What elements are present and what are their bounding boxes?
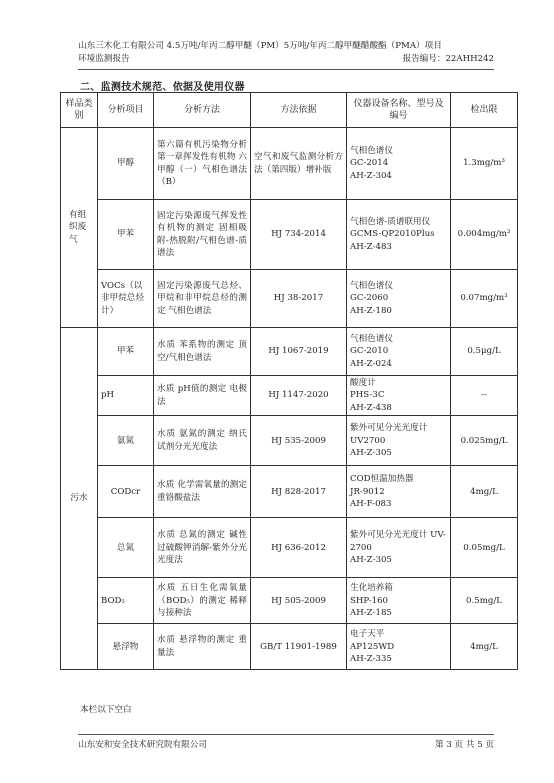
analysis-method: 水质 五日生化需氧量（BOD₅）的测定 稀释与接种法: [154, 578, 251, 624]
company-name: 山东安和安全技术研究院有限公司: [78, 740, 207, 750]
instrument: 生化培养箱 SHP-160 AH-Z-185: [347, 578, 451, 624]
table-row: [61, 624, 518, 670]
method-basis: GB/T 11901-1989: [251, 624, 347, 670]
table-row: [61, 578, 518, 624]
analysis-item: 甲苯: [98, 328, 154, 376]
detection-limit: 0.5mg/L: [451, 578, 518, 624]
method-basis: HJ 636-2012: [251, 518, 347, 578]
instrument: 气相色谱-质谱联用仪 GCMS-QP2010Plus AH-Z-483: [347, 200, 451, 270]
instrument: 紫外可见分光光度计 UV-2700 AH-Z-305: [347, 518, 451, 578]
analysis-method: 水质 化学需氧量的测定 重铬酸盐法: [154, 466, 251, 518]
analysis-method: 第六篇有机污染物分析第一章挥发性有机物 六甲醇（一）气相色谱法（B）: [154, 128, 251, 200]
instrument: 紫外可见分光光度计 UV2700 AH-Z-305: [347, 416, 451, 466]
table-row: [61, 328, 518, 376]
page-footer: [78, 738, 494, 750]
detection-limit: --: [451, 376, 518, 416]
table-row: [61, 376, 518, 416]
instrument: COD恒温加热器 JR-9012 AH-F-083: [347, 466, 451, 518]
analysis-method: 水质 悬浮物的测定 重量法: [154, 624, 251, 670]
analysis-method: 水质 pH值的测定 电极法: [154, 376, 251, 416]
detection-limit: 0.07mg/m³: [451, 270, 518, 328]
analysis-item: VOCs（以非甲烷总烃计）: [98, 270, 154, 328]
instrument: 气相色谱仪 GC-2010 AH-Z-024: [347, 328, 451, 376]
instrument: 酸度计 PHS-3C AH-Z-438: [347, 376, 451, 416]
method-basis: HJ 828-2017: [251, 466, 347, 518]
header-cell: 仪器设备名称、型号及编号: [347, 93, 451, 128]
method-basis: 空气和废气监测分析方法（第四版）增补版: [251, 128, 347, 200]
header-divider: [78, 69, 494, 70]
detection-limit: 4mg/L: [451, 466, 518, 518]
table-header-row: [61, 93, 518, 128]
section-title: 二、监测技术规范、依据及使用仪器: [80, 82, 245, 93]
analysis-method: 水质 氨氮的测定 纳氏试剂分光光度法: [154, 416, 251, 466]
table-row: [61, 466, 518, 518]
analysis-method: 水质 总氮的测定 碱性过硫酸钾消解-紫外分光光度法: [154, 518, 251, 578]
table-row: [61, 518, 518, 578]
sample-category: 有组织废气: [69, 209, 87, 245]
sample-category-cell: [61, 128, 98, 328]
analysis-item: 甲醇: [98, 128, 154, 200]
report-subtitle: 环境监测报告: [78, 54, 130, 64]
page-header: [78, 40, 494, 66]
table-row: [61, 416, 518, 466]
instrument: 电子天平 AP125WD AH-Z-335: [347, 624, 451, 670]
method-basis: HJ 1147-2020: [251, 376, 347, 416]
detection-limit: 1.3mg/m³: [451, 128, 518, 200]
method-basis: HJ 734-2014: [251, 200, 347, 270]
analysis-method: 水质 苯系物的测定 顶空/气相色谱法: [154, 328, 251, 376]
header-cell: 样品类别: [61, 93, 98, 128]
analysis-item: pH: [98, 376, 154, 416]
report-number: 报告编号：22AHH242: [402, 54, 494, 64]
header-cell: 方法依据: [251, 93, 347, 128]
sample-category: 污水: [70, 493, 88, 504]
table-row: [61, 200, 518, 270]
table-row: [61, 128, 518, 200]
analysis-item: BOD₅: [98, 578, 154, 624]
method-basis: HJ 1067-2019: [251, 328, 347, 376]
detection-limit: 0.5μg/L: [451, 328, 518, 376]
footer-divider: [78, 734, 494, 735]
method-basis: HJ 505-2009: [251, 578, 347, 624]
instrument: 气相色谱仪 GC-2014 AH-Z-304: [347, 128, 451, 200]
header-cell: 分析项目: [98, 93, 154, 128]
report-title: 山东三木化工有限公司 4.5万吨/年丙二醇甲醚（PM）5万吨/年丙二醇甲醚醋酸酯（PMA）项目: [78, 41, 442, 51]
page-number: 第 3 页 共 5 页: [435, 740, 494, 750]
analysis-method: 固定污染源废气总烃、甲烷和非甲烷总烃的测定 气相色谱法: [154, 270, 251, 328]
analysis-item: CODcr: [98, 466, 154, 518]
methods-table: [60, 92, 518, 670]
method-basis: HJ 535-2009: [251, 416, 347, 466]
detection-limit: 0.025mg/L: [451, 416, 518, 466]
detection-limit: 4mg/L: [451, 624, 518, 670]
analysis-item: 悬浮物: [98, 624, 154, 670]
detection-limit: 0.05mg/L: [451, 518, 518, 578]
analysis-item: 氨氮: [98, 416, 154, 466]
analysis-item: 甲苯: [98, 200, 154, 270]
detection-limit: 0.004mg/m³: [451, 200, 518, 270]
header-cell: 分析方法: [154, 93, 251, 128]
analysis-item: 总氮: [98, 518, 154, 578]
method-basis: HJ 38-2017: [251, 270, 347, 328]
blank-below-note: 本栏以下空白: [80, 705, 132, 715]
analysis-method: 固定污染源废气挥发性有机物的测定 固相吸附-热脱附/气相色谱-质谱法: [154, 200, 251, 270]
table-row: [61, 270, 518, 328]
instrument: 气相色谱仪 GC-2060 AH-Z-180: [347, 270, 451, 328]
sample-category-cell: [61, 328, 98, 670]
header-cell: 检出限: [451, 93, 518, 128]
